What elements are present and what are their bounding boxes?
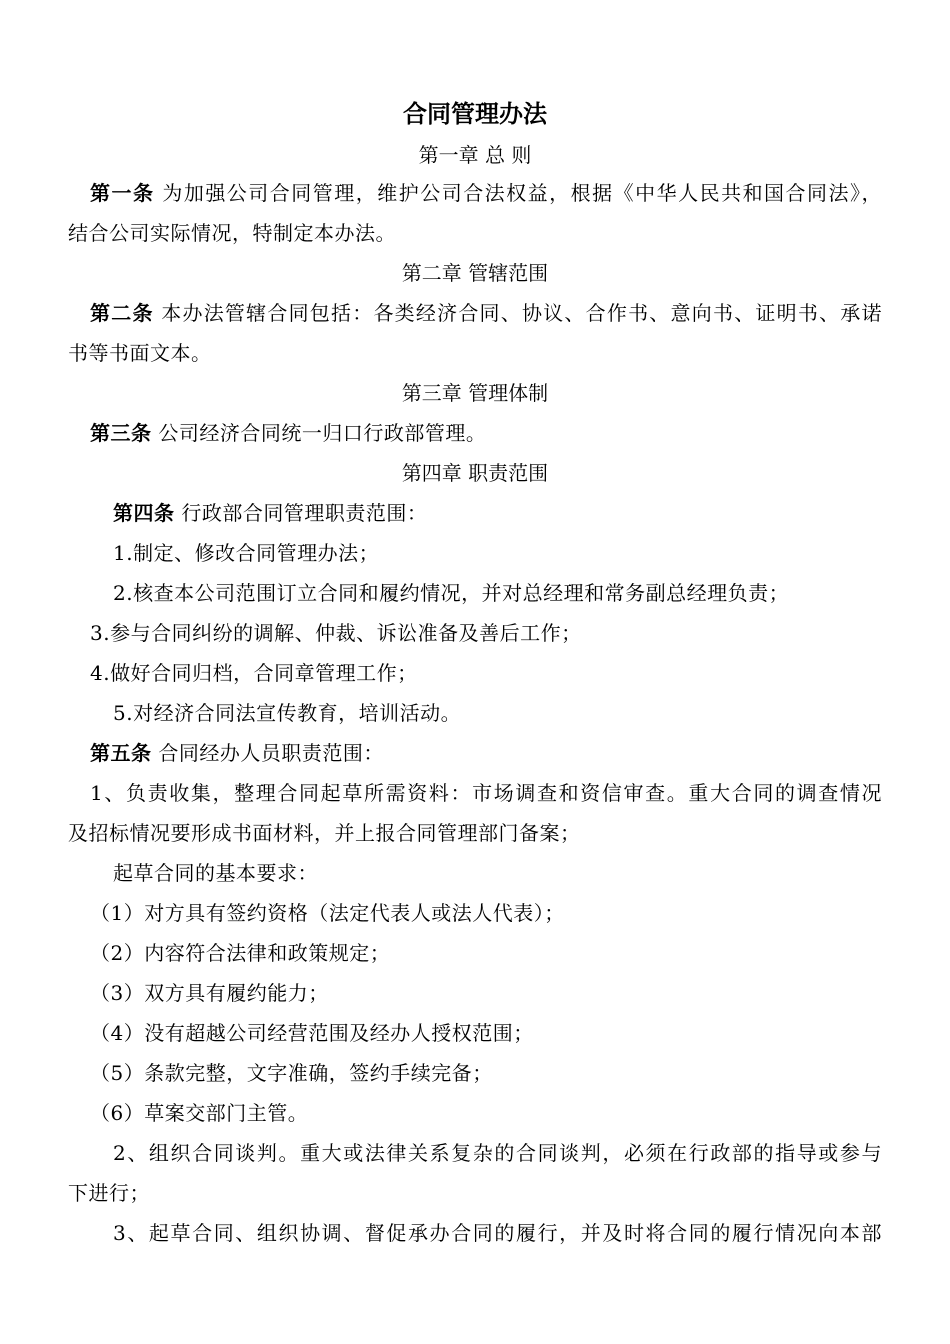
article-4-label: 第四条 [113, 501, 175, 525]
document-title: 合同管理办法 [403, 100, 547, 128]
article-5-para-1-line-2: 及招标情况要形成书面材料，并上报合同管理部门备案； [68, 821, 581, 845]
article-3-label: 第三条 [90, 421, 152, 445]
requirement-4: （4）没有超越公司经营范围及经办人授权范围； [90, 1021, 534, 1045]
article-5-para-2-line-1: 2、组织合同谈判。重大或法律关系复杂的合同谈判，必须在行政部的指导或参与 [113, 1141, 882, 1165]
chapter-1-heading: 第一章 总 则 [418, 143, 532, 167]
chapter-3-heading: 第三章 管理体制 [401, 381, 549, 405]
article-1-line-1: 第一条 为加强公司合同管理，维护公司合法权益，根据《中华人民共和国合同法》， [90, 181, 883, 205]
requirement-3: （3）双方具有履约能力； [90, 981, 329, 1005]
article-5-para-2-line-2: 下进行； [68, 1181, 150, 1205]
article-4-item-2: 2.核查本公司范围订立合同和履约情况，并对总经理和常务副总经理负责； [113, 581, 790, 605]
article-5-line-1: 第五条 合同经办人员职责范围： [90, 741, 384, 765]
article-4-item-4: 4.做好合同归档，合同章管理工作； [90, 661, 418, 685]
requirement-1: （1）对方具有签约资格（法定代表人或法人代表）； [90, 901, 565, 925]
chapter-2-heading: 第二章 管辖范围 [401, 261, 549, 285]
article-2-label: 第二条 [90, 301, 154, 325]
article-2-line-2: 书等书面文本。 [68, 341, 212, 365]
drafting-requirements-title: 起草合同的基本要求： [113, 861, 318, 885]
article-5-label: 第五条 [90, 741, 152, 765]
article-5-para-3-line-1: 3、起草合同、组织协调、督促承办合同的履行，并及时将合同的履行情况向本部 [113, 1221, 882, 1245]
article-4-item-3: 3.参与合同纠纷的调解、仲裁、诉讼准备及善后工作； [90, 621, 582, 645]
requirement-2: （2）内容符合法律和政策规定； [90, 941, 391, 965]
requirement-5: （5）条款完整，文字准确，签约手续完备； [90, 1061, 493, 1085]
requirement-6: （6）草案交部门主管。 [90, 1101, 309, 1125]
article-1-label: 第一条 [90, 181, 155, 205]
article-4-item-5: 5.对经济合同法宣传教育，培训活动。 [113, 701, 462, 725]
article-4-item-1: 1.制定、修改合同管理办法； [113, 541, 380, 565]
article-3-line-1: 第三条 公司经济合同统一归口行政部管理。 [90, 421, 487, 445]
article-4-line-1: 第四条 行政部合同管理职责范围： [113, 501, 428, 525]
chapter-4-heading: 第四章 职责范围 [401, 461, 549, 485]
article-5-para-1-line-1: 1、负责收集，整理合同起草所需资料：市场调查和资信审查。重大合同的调查情况 [90, 781, 882, 805]
article-1-line-2: 结合公司实际情况，特制定本办法。 [68, 221, 396, 245]
article-2-line-1: 第二条 本办法管辖合同包括：各类经济合同、协议、合作书、意向书、证明书、承诺 [90, 301, 883, 325]
